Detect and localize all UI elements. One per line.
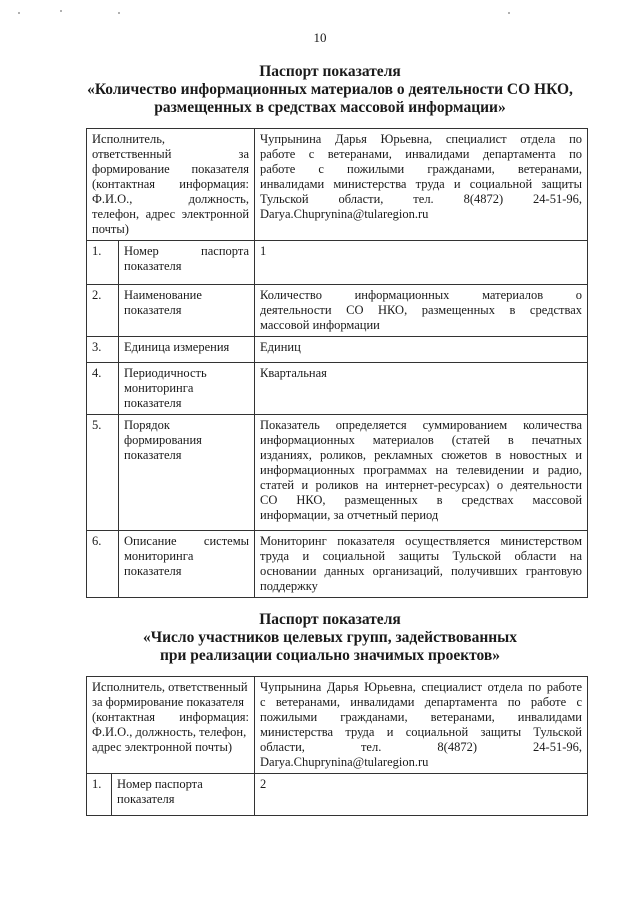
scan-artifact: [18, 12, 20, 14]
passport1-heading: [60, 63, 600, 117]
table-row: [87, 531, 588, 598]
row-label: Номер паспорта показателя: [119, 241, 255, 285]
table-row: [87, 285, 588, 337]
passport2-subtitle-line2: при реализации социально значимых проектов»: [159, 647, 501, 664]
row-value: Квартальная: [255, 363, 588, 415]
executor-label: Исполнитель, ответственный за формирование показателя (контактная информация: Ф.И.О., должность, телефон, адрес электронной почты): [87, 677, 255, 774]
passport2-subtitle-line1: «Число участников целевых групп, задействованных: [142, 629, 518, 646]
table-row: [87, 415, 588, 531]
passport1-subtitle-line1: «Количество информационных материалов о деятельности СО НКО,: [87, 81, 573, 98]
passport2-title: Паспорт показателя: [259, 611, 401, 628]
passport1-subtitle-line2: размещенных в средствах массовой информации»: [154, 99, 506, 116]
passport2-heading: [60, 611, 600, 665]
row-value: Количество информационных материалов о деятельности СО НКО, размещенных в средствах массовой информации: [255, 285, 588, 337]
table-row: [87, 337, 588, 363]
table-row: [87, 241, 588, 285]
row-value: 1: [255, 241, 588, 285]
passport1-table: [86, 128, 588, 598]
row-number: 4.: [87, 363, 119, 415]
scan-artifact: [118, 12, 120, 14]
row-label: Наименование показателя: [119, 285, 255, 337]
row-number: 3.: [87, 337, 119, 363]
executor-row: [87, 677, 588, 774]
executor-value: Чупрынина Дарья Юрьевна, специалист отдела по работе с ветеранами, инвалидами департамента по работе с пожилыми гражданами, ветеранами, инвалидами министерства труда и социальной защиты Тульской области, тел. 8(4872) 24-51-96, Darya.Chuprynina@tularegion.ru: [255, 677, 588, 774]
passport1-title: Паспорт показателя: [259, 63, 401, 80]
row-label: Описание системы мониторинга показателя: [119, 531, 255, 598]
row-value: Единиц: [255, 337, 588, 363]
scan-artifact: [508, 12, 510, 14]
scan-artifact: [60, 10, 62, 12]
row-number: 1.: [87, 241, 119, 285]
page-number: 10: [313, 30, 327, 45]
row-number: 2.: [87, 285, 119, 337]
table-row: [87, 363, 588, 415]
row-number: 5.: [87, 415, 119, 531]
executor-row: [87, 129, 588, 241]
row-value: Мониторинг показателя осуществляется министерством труда и социальной защиты Тульской области на основании данных организаций, получивших грантовую поддержку: [255, 531, 588, 598]
executor-label: Исполнитель, ответственный за формирование показателя (контактная информация: Ф.И.О., должность, телефон, адрес электронной почты): [87, 129, 255, 241]
passport2-table: [86, 676, 588, 816]
row-label: Периодичность мониторинга показателя: [119, 363, 255, 415]
executor-value: Чупрынина Дарья Юрьевна, специалист отдела по работе с ветеранами, инвалидами департамента по работе с пожилыми гражданами, ветеранами, инвалидами министерства труда и социальной защиты Тульской области, тел. 8(4872) 24-51-96, Darya.Chuprynina@tularegion.ru: [255, 129, 588, 241]
row-label: Порядок формирования показателя: [119, 415, 255, 531]
row-number: 1.: [87, 774, 112, 816]
row-label: Единица измерения: [119, 337, 255, 363]
row-value: Показатель определяется суммированием количества информационных материалов (статей в печатных изданиях, роликов, рекламных сюжетов в новостных и информационных программах на телевидении и радио, статей и роликов на интернет-ресурсах) о деятельности СО НКО, размещенных в средствах массовой информации, за отчетный период: [255, 415, 588, 531]
row-value: 2: [255, 774, 588, 816]
row-number: 6.: [87, 531, 119, 598]
table-row: [87, 774, 588, 816]
row-label: Номер паспорта показателя: [112, 774, 255, 816]
